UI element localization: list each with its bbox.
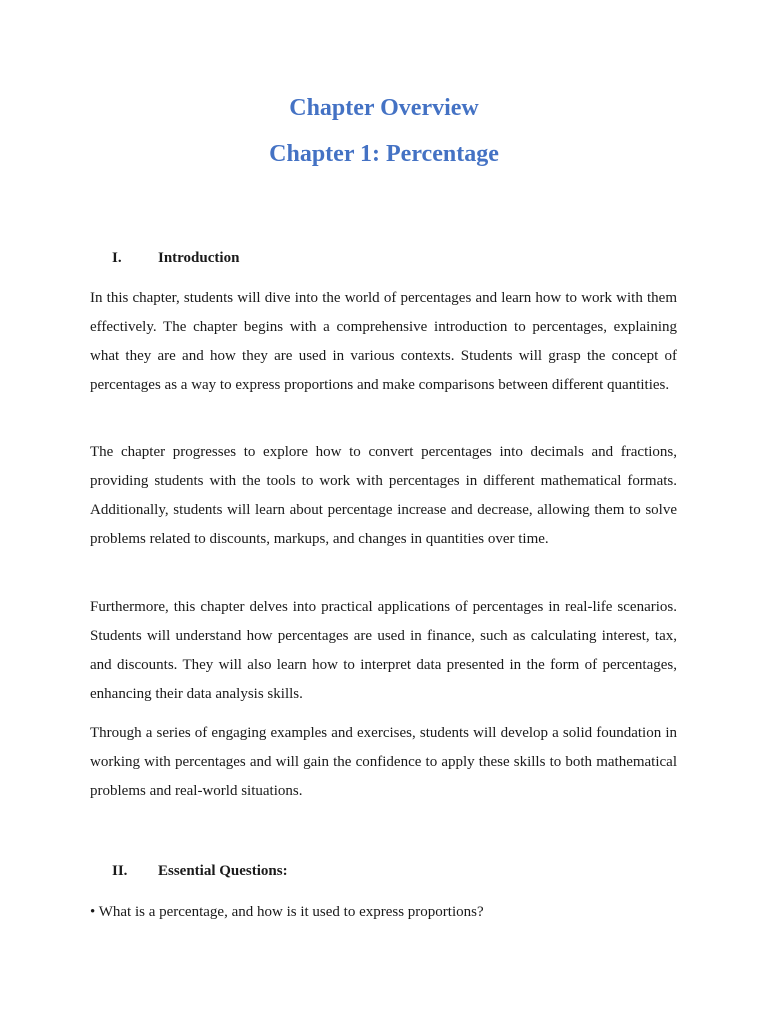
section-title: Introduction: [158, 250, 240, 266]
section-heading-introduction: [112, 248, 239, 268]
intro-paragraph-1: In this chapter, students will dive into the world of percentages and learn how to work with them effectively. The chapter begins with a comprehensive introduction to percentages, explaining what they are and how they are used in various contexts. Students will grasp the concept of percentages as a way to express proportions and make comparisons between different quantities.: [90, 290, 677, 393]
section-number: I.: [112, 250, 122, 266]
intro-paragraph-4: Through a series of engaging examples and exercises, students will develop a solid foundation in working with percentages and will gain the confidence to apply these skills to both mathematical problems and real-world situations.: [90, 725, 677, 799]
essential-question-item: • What is a percentage, and how is it used to express proportions?: [90, 904, 484, 920]
intro-paragraph-2: The chapter progresses to explore how to convert percentages into decimals and fractions, providing students with the tools to work with percentages in different mathematical formats. Additionally, students will learn about percentage increase and decrease, allowing them to solve problems related to discounts, markups, and changes in quantities over time.: [90, 444, 677, 547]
document-title: Chapter Overview: [289, 95, 479, 121]
document-subtitle: Chapter 1: Percentage: [269, 141, 499, 167]
section-title: Essential Questions:: [158, 863, 288, 879]
section-heading-essential-questions: [112, 861, 288, 881]
section-number: II.: [112, 863, 128, 879]
intro-paragraph-3: Furthermore, this chapter delves into practical applications of percentages in real-life scenarios. Students will understand how percentages are used in finance, such as calculating interest, tax, and discounts. They will also learn how to interpret data presented in the form of percentages, enhancing their data analysis skills.: [90, 599, 677, 702]
